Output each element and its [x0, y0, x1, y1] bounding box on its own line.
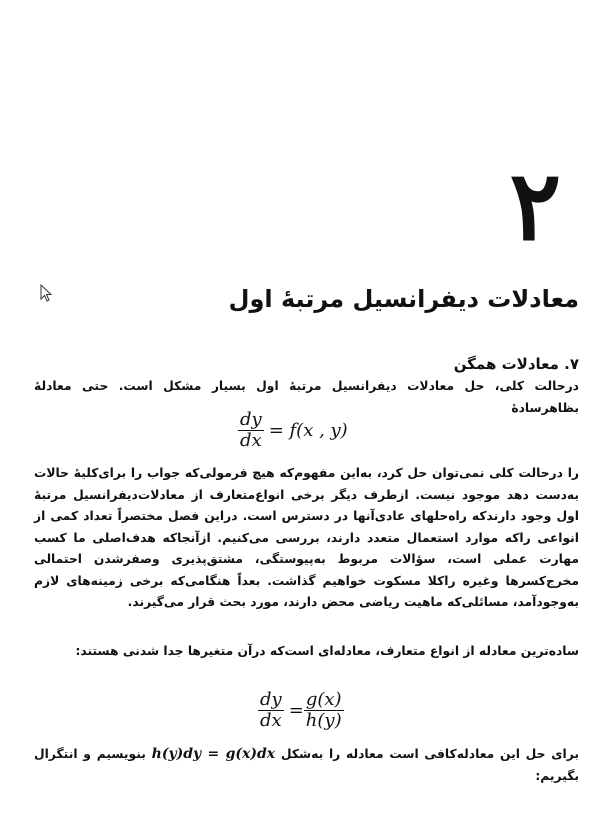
equation-separable — [258, 690, 346, 731]
paragraph-intro: درحالت کلی، حل معادلات دیفرانسیل مرتبهٔ اول بسیار مشکل است. حتی معادلهٔ بظاهرسادهٔ — [34, 379, 579, 415]
equals-sign: = — [288, 700, 304, 721]
chapter-title: معادلات دیفرانسیل مرتبهٔ اول — [228, 285, 579, 313]
paragraph-separable: ساده‌ترین معادله از انواع متعارف، معادله‌ای است‌که درآن متغیرها جدا شدنی هستند: — [75, 644, 579, 658]
equation-right-side: = f(x , y) — [268, 420, 348, 441]
fraction-denominator: dx — [240, 430, 262, 451]
inline-equation: h(y)dy = g(x)dx — [151, 746, 276, 762]
derivative-fraction — [258, 690, 284, 731]
paragraph-main: را درحالت کلی نمی‌توان حل کرد، به‌این مفهوم‌که هیچ فرمولی‌که جواب را برای‌کلیهٔ حالات به‌دست دهد موجود نیست. ازطرف دیگر برخی انواع‌متعارف از معادلات‌دیفرانسیل مرتبهٔ اول وجود دارندکه راه‌حلهای عادی‌آنها در دسترس است. دراین فصل مختصراً تعداد کمی از انواعی را‌که موارد استعمال متعدد دارند، بررسی می‌کنیم. ازآنجاکه هدف‌اصلی ما کسب مهارت عملی است، سؤالات مربوط به‌پیوستگی، مشتق‌پذیری وصفرشدن احتمالی مخرج‌کسرها وغیره راکلا مسکوت خواهیم گذاشت. بعداً هنگامی‌که برخی زمینه‌های لازم به‌وجودآمد، مسائلی‌که ماهیت ریاضی محض دارند، مورد بحث قرار می‌گیرند. — [34, 466, 579, 609]
chapter-number: ۲ — [509, 149, 561, 262]
fraction-numerator: dy — [260, 689, 282, 710]
derivative-fraction — [238, 410, 264, 451]
fraction-denominator: dx — [260, 710, 282, 731]
rhs-fraction — [304, 690, 344, 731]
equation-general-first-order — [238, 410, 348, 451]
fraction-denominator: h(y) — [305, 710, 342, 731]
paragraph-solution-method — [34, 744, 579, 787]
section-heading: ۷. معادلات همگن — [453, 355, 579, 373]
paragraph-text-after: بنویسیم و انتگرال بگیریم: — [34, 747, 579, 783]
fraction-numerator: dy — [240, 409, 262, 430]
paragraph-text-before: برای حل این معادله‌کافی است معادله را به‌شکل — [280, 747, 580, 761]
fraction-numerator: g(x) — [305, 689, 342, 710]
